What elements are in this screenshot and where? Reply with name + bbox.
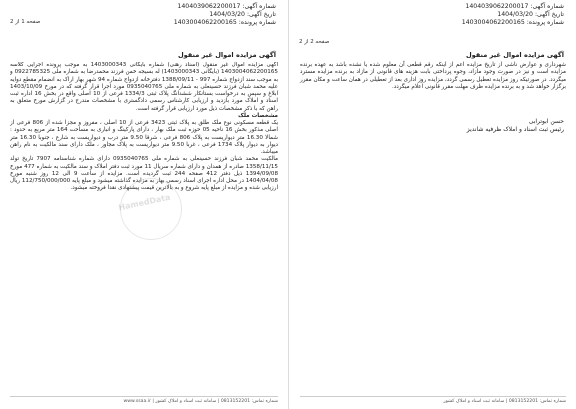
notice-title: آگهی مزایده اموال غیر منقول bbox=[177, 51, 276, 59]
signature-block bbox=[364, 118, 564, 134]
section-heading: مشخصات ملک bbox=[238, 112, 278, 119]
auction-terms: مالکیت محمد شبان فرزند حسینعلی به شماره ملی 0935040765 دارای شماره شناسنامه 7907 تاریخ تولد 1358/11/15 صادره از همدان و دارای شماره سریال 11 مورد ثبت دفتر املاک و سند مالکیت به شماره 477 مورخ 1394/09/08 ذیل دفتر 412 صفحه 244 ثبت گردیده است. مزایده از ساعت 9 الی 12 روز شنبه مورخ 1404/04/08 در محل اداره اجرای اسناد رسمی بهار به مزایده گذاشته میشود و مبلغ پایه 112/750/000/000 ریال ارزیابی شده و مزایده از مبلغ پایه شروع و به بالاترین قیمت پیشنهادی نقدا فروخته میشود. bbox=[10, 156, 278, 192]
notice-meta bbox=[414, 3, 564, 28]
page-number: صفحه 2 از 2 bbox=[299, 39, 330, 45]
signatory-name: حسن ابوترابی bbox=[528, 118, 564, 125]
notice-date: تاریخ آگهی: 1404/03/20 bbox=[209, 11, 276, 19]
case-number: شماره پرونده: 1403004062200165 bbox=[461, 19, 564, 27]
watermark: HamedData bbox=[117, 192, 172, 213]
case-number: شماره پرونده: 1403004062200165 bbox=[173, 19, 276, 27]
notice-number: شماره آگهی: 1404039062200017 bbox=[465, 3, 564, 10]
page-footer: شماره تماس: 0813152201 | سامانه ثبت اسناد و املاک کشور | www.ssaa.ir bbox=[10, 396, 278, 404]
page-footer: شماره تماس: 0813152201 | سامانه ثبت اسناد و املاک کشور bbox=[300, 396, 566, 404]
property-details: یک قطعه مسکونی نوع ملک طلق به پلاک ثبتی 3423 فرعی از 10 اصلی ، مفروز و مجزا شده از 806 فرعی از اصلی مذکور بخش 16 ناحیه 05 حوزه ثبت ملک بهار ، دارای پارکینگ و انباری به مساحت 164 متر مربع به حدود : شمالا 16.30 متر دیواریست به پلاک 806 فرعی ، شرقا 9.50 متر درب و دیواریست به شارع ، جنوبا 16.30 متر دیوار به دیوار پلاک 1734 فرعی ، غربا 9.50 متر دیواریست به پلاک مجاور ، ملک دارای سند مالکیت به نام راهن میباشد. bbox=[10, 120, 278, 155]
notice-meta bbox=[126, 3, 276, 28]
notice-paragraph: آگهی مزایده اموال غیر منقول (اسناد رهنی) شماره بایگانی 1403000343 به موجب پرونده اجرایی کلاسه 1403004062200165 (بایگانی 1403000343) له بسیجه خمن فرزند محمدرضا به شماره ملی 0922785325 و به موجب سند ازدواج شماره 997 - 1388/09/11 دفترخانه ازدواج شماره 94 شهر بهار اراک به انضمام مقطع دوایه علیه محمد شبان فرزند حسینعلی به شماره ملی 0935040765 مورد اجرا قرار گرفته که در مورخ 1403/10/09 ابلاغ و سپس به درخواست بستانکار ششدانگ پلاک ثبتی 1334/3 فرعی از 10 اصلی واقع در بخش 16 اداره ثبت اسناد و املاک مورد بازدید و ارزیابی کارشناس رسمی دادگستری با مشخصات مندرج در گزارش مورخ متعلق به راهن که با ذکر مشخصات ذیل مورد ارزیابی قرار گرفته است. bbox=[10, 62, 278, 112]
page-number: صفحه 1 از 2 bbox=[10, 19, 41, 25]
notice-body: شهرداری و عوارض ناشی از تاریخ مزایده اعم از اینکه رقم قطعی آن معلوم شده یا نشده باشد به عهده برنده مزایده است و نیز در صورت وجود مازاد، وجوه پرداختی بابت هزینه های قانونی از مازاد به برنده مزایده مسترد میگردد. در صورتیکه روز مزایده تعطیل رسمی گردد، مزایده روز اداری بعد از تعطیلی در همان ساعت و مکان مقرر برگزار خواهد شد و به برنده مزایده ظرف مهلت مقرر قانونی اعلام میگردد. bbox=[300, 62, 566, 90]
notice-date: تاریخ آگهی: 1404/03/20 bbox=[497, 11, 564, 19]
notice-number: شماره آگهی: 1404039062200017 bbox=[177, 3, 276, 10]
notice-title: آگهی مزایده اموال غیر منقول bbox=[465, 51, 564, 59]
signatory-role: رئیس ثبت اسناد و املاک ظرفیه شاندیز bbox=[466, 126, 564, 133]
document-page-2 bbox=[289, 0, 576, 409]
